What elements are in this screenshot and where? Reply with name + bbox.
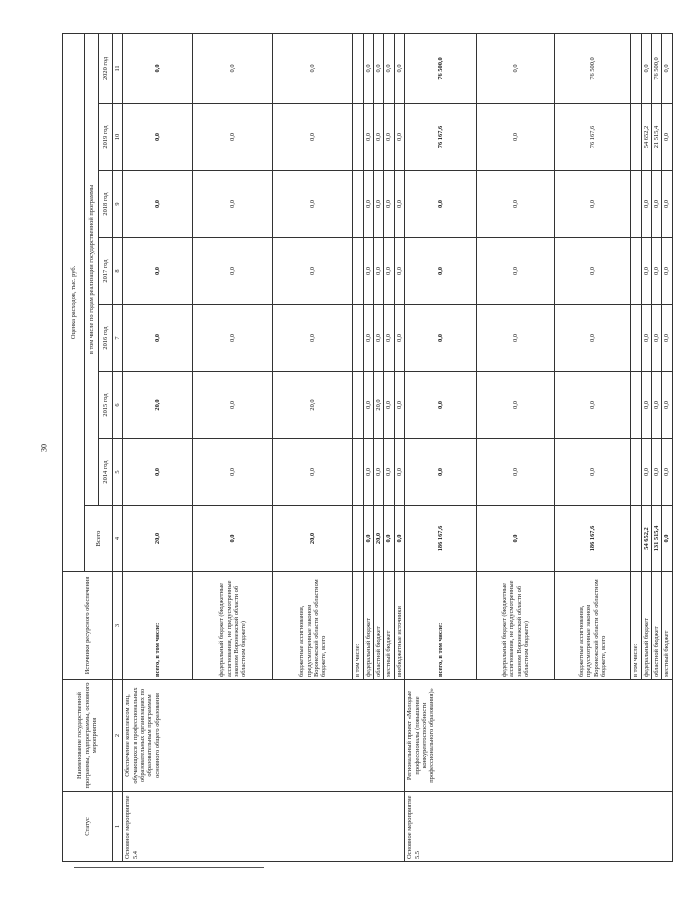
total-value [353,506,363,572]
year-value: 0,0 [123,305,193,372]
year-value: 0,0 [193,439,273,506]
column-number: 6 [113,372,123,439]
year-value: 0,0 [123,104,193,171]
year-value: 0,0 [477,33,555,103]
year-value: 0,0 [193,372,273,439]
year-value: 0,0 [555,305,631,372]
column-number: 7 [113,305,123,372]
total-value: 0,0 [384,506,394,572]
year-value: 0,0 [363,439,373,506]
total-value: 0,0 [394,506,404,572]
year-value: 20,0 [123,372,193,439]
header-by-years: в том числе по годам реализации государственной программы [85,33,99,505]
year-value: 0,0 [363,372,373,439]
year-value: 0,0 [384,372,394,439]
year-value: 0,0 [405,439,477,506]
total-value: 54 652,2 [641,506,651,572]
source-label: всего, в том числе: [405,572,477,680]
year-value: 0,0 [641,372,651,439]
year-value [631,171,641,238]
year-value: 0,0 [273,238,353,305]
header-status: Статус [63,792,113,862]
year-value: 0,0 [193,104,273,171]
year-value: 76 167,6 [555,104,631,171]
year-value: 0,0 [394,238,404,305]
year-value: 0,0 [662,238,672,305]
year-value: 0,0 [193,305,273,372]
year-value: 0,0 [193,238,273,305]
total-value: 131 515,4 [651,506,661,572]
year-value: 0,0 [374,33,384,103]
total-value: 20,0 [123,506,193,572]
total-value: 0,0 [193,506,273,572]
source-label: местный бюджет [662,572,672,680]
total-value: 0,0 [662,506,672,572]
source-label: бюджетные ассигнования, предусмотренные законом Воронежской области об областном бюджете, всего [555,572,631,680]
source-label: областной бюджет [651,572,661,680]
source-label: федеральный бюджет [641,572,651,680]
source-label: в том числе: [631,572,641,680]
status-cell: Основное мероприятие 5.5 [405,792,672,862]
source-label: в том числе: [353,572,363,680]
column-number: 3 [113,572,123,680]
year-value: 0,0 [477,305,555,372]
year-value: 0,0 [363,104,373,171]
year-value: 0,0 [641,238,651,305]
year-value: 0,0 [662,104,672,171]
year-value: 0,0 [374,305,384,372]
source-label: бюджетные ассигнования, предусмотренные законом Воронежской области об областном бюджете, всего [273,572,353,680]
year-value [353,104,363,171]
year-value: 0,0 [384,305,394,372]
year-value: 0,0 [651,238,661,305]
year-value: 0,0 [405,372,477,439]
name-cell: Региональный проект «Молодые профессионалы (повышение конкурентоспособности профессионального образования)» [405,680,672,792]
year-value: 0,0 [477,171,555,238]
year-value: 0,0 [374,238,384,305]
year-value: 0,0 [662,305,672,372]
year-value: 76 500,0 [555,33,631,103]
rotated-table-container [62,34,671,862]
year-value: 0,0 [555,372,631,439]
year-value: 0,0 [193,171,273,238]
year-value: 54 652,2 [641,104,651,171]
year-value: 0,0 [555,171,631,238]
year-value: 0,0 [394,372,404,439]
name-cell: Обеспечение комплексом лиц, обучающихся в профессиональных образовательных организациях по образовательным программам основного общего образования [123,680,405,792]
year-value: 0,0 [555,439,631,506]
year-value: 0,0 [405,238,477,305]
year-value: 20,0 [273,372,353,439]
budget-table [62,33,673,862]
column-number: 10 [113,104,123,171]
column-number: 9 [113,171,123,238]
column-number: 11 [113,33,123,103]
year-value: 0,0 [662,372,672,439]
year-value: 0,0 [651,372,661,439]
header-year: 2014 год [99,439,113,506]
total-value: 0,0 [477,506,555,572]
year-value: 0,0 [273,104,353,171]
year-value: 21 515,4 [651,104,661,171]
year-value: 0,0 [641,171,651,238]
header-year: 2019 год [99,104,113,171]
year-value: 0,0 [363,305,373,372]
year-value: 0,0 [477,372,555,439]
year-value: 0,0 [374,171,384,238]
source-label: федеральный бюджет (бюджетные ассигнования, не предусмотренные законом Воронежской области об областном бюджете) [477,572,555,680]
year-value: 0,0 [273,305,353,372]
year-value: 0,0 [405,171,477,238]
year-value: 0,0 [641,439,651,506]
header-source: Источники ресурсного обеспечения [63,572,113,680]
header-total: Всего [85,506,113,572]
year-value [353,171,363,238]
year-value: 0,0 [394,104,404,171]
status-cell: Основное мероприятие 5.4 [123,792,405,862]
year-value: 0,0 [384,104,394,171]
source-label: федеральный бюджет [363,572,373,680]
total-value: 20,0 [273,506,353,572]
year-value: 76 500,0 [405,33,477,103]
table-row [123,33,193,861]
year-value [353,439,363,506]
year-value: 0,0 [273,33,353,103]
year-value: 0,0 [363,238,373,305]
year-value: 0,0 [374,439,384,506]
year-value: 0,0 [477,104,555,171]
year-value: 0,0 [273,439,353,506]
source-label: областной бюджет [374,572,384,680]
column-number: 8 [113,238,123,305]
year-value: 0,0 [363,171,373,238]
source-label: всего, в том числе: [123,572,193,680]
total-value: 20,0 [374,506,384,572]
total-value: 186 167,6 [555,506,631,572]
year-value [631,238,641,305]
year-value: 0,0 [662,33,672,103]
year-value: 0,0 [651,439,661,506]
source-label: местный бюджет [384,572,394,680]
year-value: 0,0 [651,305,661,372]
year-value [631,33,641,103]
column-number: 4 [113,506,123,572]
page-number: 30 [39,444,49,452]
year-value: 0,0 [123,238,193,305]
total-value: 0,0 [363,506,373,572]
year-value: 0,0 [384,439,394,506]
source-label: федеральный бюджет (бюджетные ассигнования, не предусмотренные законом Воронежской области об областном бюджете) [193,572,273,680]
year-value [631,305,641,372]
year-value: 0,0 [193,33,273,103]
year-value: 0,0 [477,439,555,506]
header-year: 2018 год [99,171,113,238]
year-value: 20,0 [374,372,384,439]
year-value [353,238,363,305]
year-value: 0,0 [394,305,404,372]
year-value: 0,0 [384,238,394,305]
year-value: 0,0 [394,439,404,506]
year-value: 0,0 [641,305,651,372]
year-value: 0,0 [405,305,477,372]
total-value: 186 167,6 [405,506,477,572]
year-value: 76 167,6 [405,104,477,171]
year-value: 0,0 [394,33,404,103]
year-value: 0,0 [662,171,672,238]
year-value: 0,0 [363,33,373,103]
total-value [631,506,641,572]
year-value: 0,0 [123,33,193,103]
year-value [353,372,363,439]
table-row [405,33,477,861]
header-year: 2015 год [99,372,113,439]
year-value [631,439,641,506]
header-estimate: Оценка расходов, тыс. руб. [63,33,85,571]
year-value: 0,0 [374,104,384,171]
header-year: 2016 год [99,305,113,372]
year-value: 0,0 [555,238,631,305]
year-value [631,104,641,171]
column-number: 2 [113,680,123,792]
footer-rule [74,867,264,868]
year-value: 0,0 [273,171,353,238]
header-year: 2020 год [99,33,113,103]
year-value: 0,0 [477,238,555,305]
year-value: 0,0 [123,171,193,238]
year-value: 0,0 [123,439,193,506]
year-value: 0,0 [651,171,661,238]
header-name: Наименование государственной программы, подпрограммы, основного мероприятия [63,680,113,792]
column-number: 1 [113,792,123,862]
year-value: 0,0 [662,439,672,506]
column-number: 5 [113,439,123,506]
year-value: 0,0 [641,33,651,103]
year-value [353,33,363,103]
year-value [631,372,641,439]
header-year: 2017 год [99,238,113,305]
source-label: внебюджетные источники [394,572,404,680]
year-value: 0,0 [394,171,404,238]
year-value [353,305,363,372]
year-value: 0,0 [384,171,394,238]
year-value: 76 500,0 [651,33,661,103]
year-value: 0,0 [384,33,394,103]
